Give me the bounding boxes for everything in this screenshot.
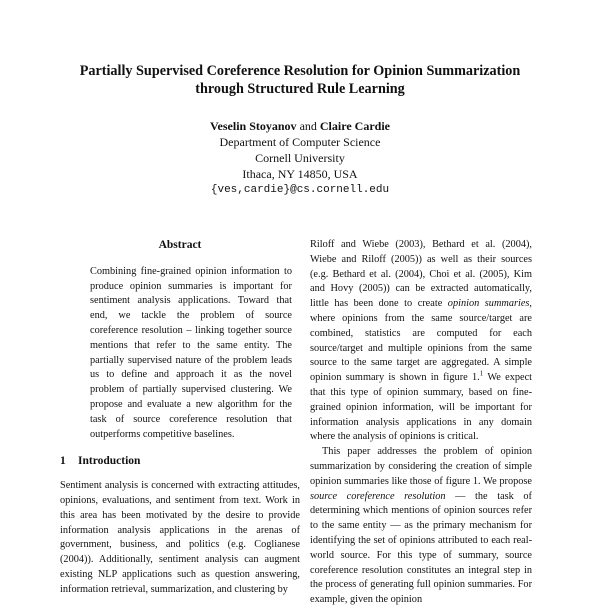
footnote-marker: 1 xyxy=(479,369,484,378)
abstract-text: Combining fine-grained opinion information to produce opinion summaries is important for sentiment analysis applications. Toward that end, we tackle the problem of source coreference resolution – linking together source mentions that refer to the same entity. The partially supervised nature of the problem leads us to define and approach it as the novel problem of partially supervised clustering. We propose and evaluate a new algorithm for the task of source coreference resolution that outperforms competitive baselines. xyxy=(90,265,292,440)
affiliation-address: Ithaca, NY 14850, USA xyxy=(242,167,358,181)
affiliation-univ: Cornell University xyxy=(255,151,345,165)
para1-part-b: , where opinions from the same source/target are combined, statistics are computed for each source/target and multiple opinions from the same source to the same target are aggregated. A simple opinion summary is shown in figure 1. xyxy=(310,298,532,384)
para2-part-b: — the task of determining which mentions of opinion sources refer to the same entity — as the primary mechanism for identifying the set of opinions attributed to each real-world source. For this type of summary, source coreference resolution constitutes an integral step in the process of generating full opinion summaries. For example, given the opinion xyxy=(310,490,532,606)
author-1: Veselin Stoyanov xyxy=(209,119,297,133)
para1-part-c: We expect that this type of opinion summary, based on fine-grained opinion information, will be important for information analysis applications in any domain where the analysis of opinions is critical. xyxy=(310,372,533,443)
left-column xyxy=(60,238,300,598)
title-line-1: Partially Supervised Coreference Resolution for Opinion Summarization xyxy=(79,63,521,79)
right-paragraph-1 xyxy=(310,238,532,445)
section-1-title: Introduction xyxy=(78,455,141,468)
introduction-text: Sentiment analysis is concerned with extracting attitudes, opinions, evaluations, and sentiment from text. Work in this area has been motivated by the desire to provide information analysis applications in the arenas of government, business, and politics (e.g. Coglianese (2004)). Additionally, sentiment analysis can augment existing NLP applications such as question answering, information retrieval, summarization, and clustering by xyxy=(60,480,300,595)
right-paragraph-2 xyxy=(310,445,532,608)
right-column xyxy=(310,238,532,608)
title-line-2: through Structured Rule Learning xyxy=(195,81,405,97)
author-names xyxy=(100,118,500,134)
author-block xyxy=(100,118,500,198)
para2-emphasis: source coreference resolution xyxy=(310,490,446,502)
author-email: {ves,cardie}@cs.cornell.edu xyxy=(210,184,390,196)
author-joiner: and xyxy=(299,119,317,133)
paper-title xyxy=(40,62,560,98)
para1-part-a: Riloff and Wiebe (2003), Bethard et al. (2004), Wiebe and Riloff (2005)) as well as their sources (e.g. Bethard et al. (2004), Choi et al. (2005), Kim and Hovy (2005)) can be extracted automatically, little has been done to create xyxy=(310,239,532,310)
affiliation-dept: Department of Computer Science xyxy=(219,135,381,149)
author-2: Claire Cardie xyxy=(319,119,390,133)
section-1-heading xyxy=(60,454,300,469)
para2-part-a: This paper addresses the problem of opinion summarization by considering the creation of simple opinion summaries like those of figure 1. We propose xyxy=(310,446,532,487)
section-1-number: 1 xyxy=(60,455,66,468)
para1-emphasis: opinion summaries xyxy=(447,298,530,310)
abstract-heading: Abstract xyxy=(158,239,202,251)
